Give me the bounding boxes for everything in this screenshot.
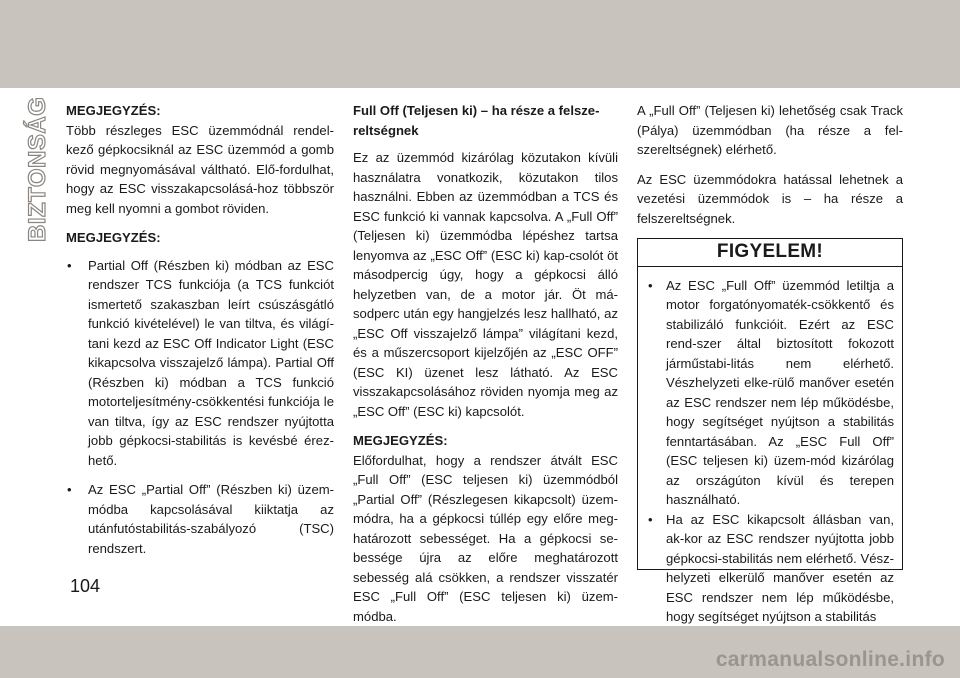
section-tab-label: BIZTONSÁG <box>24 96 51 242</box>
watermark: carmanualsonline.info <box>715 648 945 671</box>
column-3 <box>637 101 903 624</box>
column-2 <box>353 101 618 636</box>
body-paragraph: A „Full Off” (Teljesen ki) lehetőség csak Track (Pálya) üzemmódban (ha része a fel-szereltségnek) elérhető. <box>637 103 903 157</box>
list-item: • Ha az ESC kikapcsolt állásban van, ak-kor az ESC rendszer nyújtotta jobb gépkocsi-stabilitás nem elérhető. Vész-helyzeti elkerülő manőver esetén az ESC rendszer nem lép működésbe, hogy segítséget nyújtson a stabilitás <box>647 510 894 627</box>
header-band <box>0 0 960 88</box>
note-heading: MEGJEGYZÉS: <box>66 103 161 118</box>
warning-title: FIGYELEM! <box>638 239 902 267</box>
list-item: • Az ESC „Full Off” üzemmód letiltja a motor forgatónyomaték-csökkentő és stabilizáló funkcióit. Ezért az ESC rend-szer által biztosított fokozott járműstabi-litás nem elérhető. Vészhelyzeti elke-rülő manőver esetén az ESC rendszer nem lép működésbe, hogy segítséget nyújtson a stabilitás fenntartásában. Az „ESC Full Off” (ESC teljesen ki) üzem-mód kizárólag az országúton kívül és terepen használható. <box>647 276 894 510</box>
section-heading: Full Off (Teljesen ki) – ha része a felsze-reltségnek <box>353 103 600 138</box>
list-item: • Partial Off (Részben ki) módban az ESC rendszer TCS funkciója (a TCS funkciót ismertető szakaszban leírt csúszásgátló funkció kivételével) le van tiltva, és világí-tani kezd az ESC Off Indicator Light (ESC kikapcsolva visszajelző lámpa). Partial Off (Részben ki) módban a TCS funkció motorteljesítmény-csökkentési funkciója le van tiltva, így az ESC rendszer nyújtotta jobb gépkocsi-stabilitás is kevésbé érez-hető. <box>66 256 334 471</box>
note-text: Több részleges ESC üzemmódnál rendel-kező gépkocsiknál az ESC üzemmód a gomb rövid megnyomásával váltható. Elő-fordulhat, hogy az ESC visszakapcsolásá-hoz többször meg kell nyomni a gombot röviden. <box>66 122 334 216</box>
list-item: • Az ESC „Partial Off” (Részben ki) üzem-módba kapcsolásával kiiktatja az utánfutóstabilitás-szabályozó (TSC) rendszert. <box>66 480 334 558</box>
note-heading: MEGJEGYZÉS: <box>353 433 448 448</box>
body-paragraph: Ez az üzemmód kizárólag közutakon kívüli használatra vonatkozik, közutakon tilos használni. Ebben az üzemmódban a TCS és ESC funkció ki vannak kapcsolva. A „Full Off” (Teljesen ki) üzemmódba lépéshez tartsa lenyomva az „ESC Off” (ESC ki) kap-csolót öt másodpercig úgy, hogy a gépkocsi álló helyzetben van, de a motor jár. Öt má-sodperc után egy hangjelzés lesz hallható, az „ESC Off visszajelző lámpa” világítani kezd, és a műszercsoport kijelzőjén az „ESC OFF” (ESC KI) üzenet lesz látható. Az ESC visszakapcsolásához röviden nyomja meg az „ESC Off” (ESC ki) kapcsolót. <box>353 150 618 419</box>
note-heading: MEGJEGYZÉS: <box>66 230 161 245</box>
page-number: 104 <box>70 576 101 596</box>
column-1 <box>66 101 334 568</box>
warning-box <box>637 238 903 624</box>
note-text: Előfordulhat, hogy a rendszer átvált ESC „Full Off” (ESC teljesen ki) üzemmódból „Partial Off” (Részlegesen kikapcsolt) üzem-módra, ha a gépkocsi túllép egy előre meg-határozott sebességet. Ha a gépkocsi se-bessége újra az előre meghatározott sebesség alá csökken, a rendszer visszatér ESC „Full Off” (ESC teljesen ki) üzem-módba. <box>353 452 618 624</box>
warning-body <box>638 267 902 627</box>
body-paragraph: Az ESC üzemmódokra hatással lehetnek a vezetési üzemmódok is – ha része a felszereltségnek. <box>637 171 903 226</box>
